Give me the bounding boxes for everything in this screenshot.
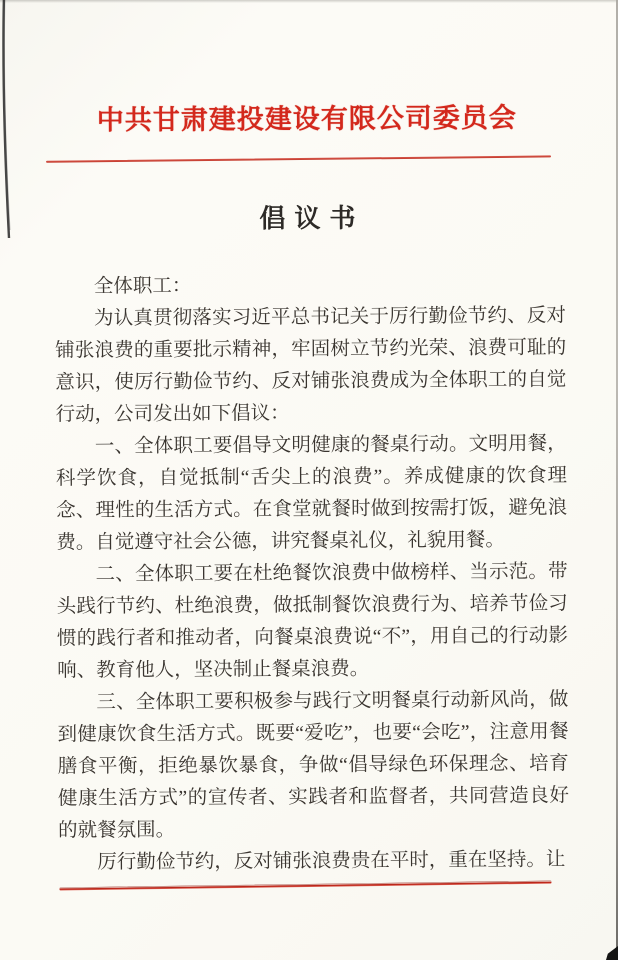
- body-paragraph: 一、全体职工要倡导文明健康的餐桌行动。文明用餐，科学饮食，自觉抵制“舌尖上的浪费”。养成健康的饮食理念、理性的生活方式。在食堂就餐时做到按需打饭，避免浪费。自觉遵守社会公德，讲究餐桌礼仪，礼貌用餐。: [55, 433, 568, 554]
- body-paragraph: 厉行勤俭节约，反对铺张浪费贵在平时，重在坚持。让: [97, 849, 566, 874]
- document-title: 倡议书: [259, 203, 365, 234]
- body-paragraph: 为认真贯彻落实习近平总书记关于厉行勤俭节约、反对铺张浪费的重要批示精神，牢固树立节约光荣、浪费可耻的意识，使厉行勤俭节约、反对铺张浪费成为全体职工的自觉行动，公司发出如下倡议：: [55, 305, 567, 426]
- letterhead-divider-rule: [46, 155, 551, 163]
- document-body: [55, 268, 570, 879]
- body-paragraph: 三、全体职工要积极参与践行文明餐桌行动新风尚，做到健康饮食生活方式。既要“爱吃”，也要“会吃”，注意用餐膳食平衡，拒绝暴饮暴食，争做“倡导绿色环保理念、培育健康生活方式”的宣传者、实践者和监督者，共同营造良好的就餐氛围。: [57, 689, 569, 842]
- salutation: 全体职工：: [93, 275, 192, 298]
- letterhead-org-name: 中共甘肃建投建设有限公司委员会: [96, 102, 517, 136]
- footer-divider-rule: [59, 881, 551, 891]
- body-paragraph: 二、全体职工要在杜绝餐饮浪费中做榜样、当示范。带头践行节约、杜绝浪费，做抵制餐饮浪费行为、培养节俭习惯的践行者和推动者，向餐桌浪费说“不”，用自己的行动影响、教育他人，坚决制止餐桌浪费。: [56, 561, 569, 682]
